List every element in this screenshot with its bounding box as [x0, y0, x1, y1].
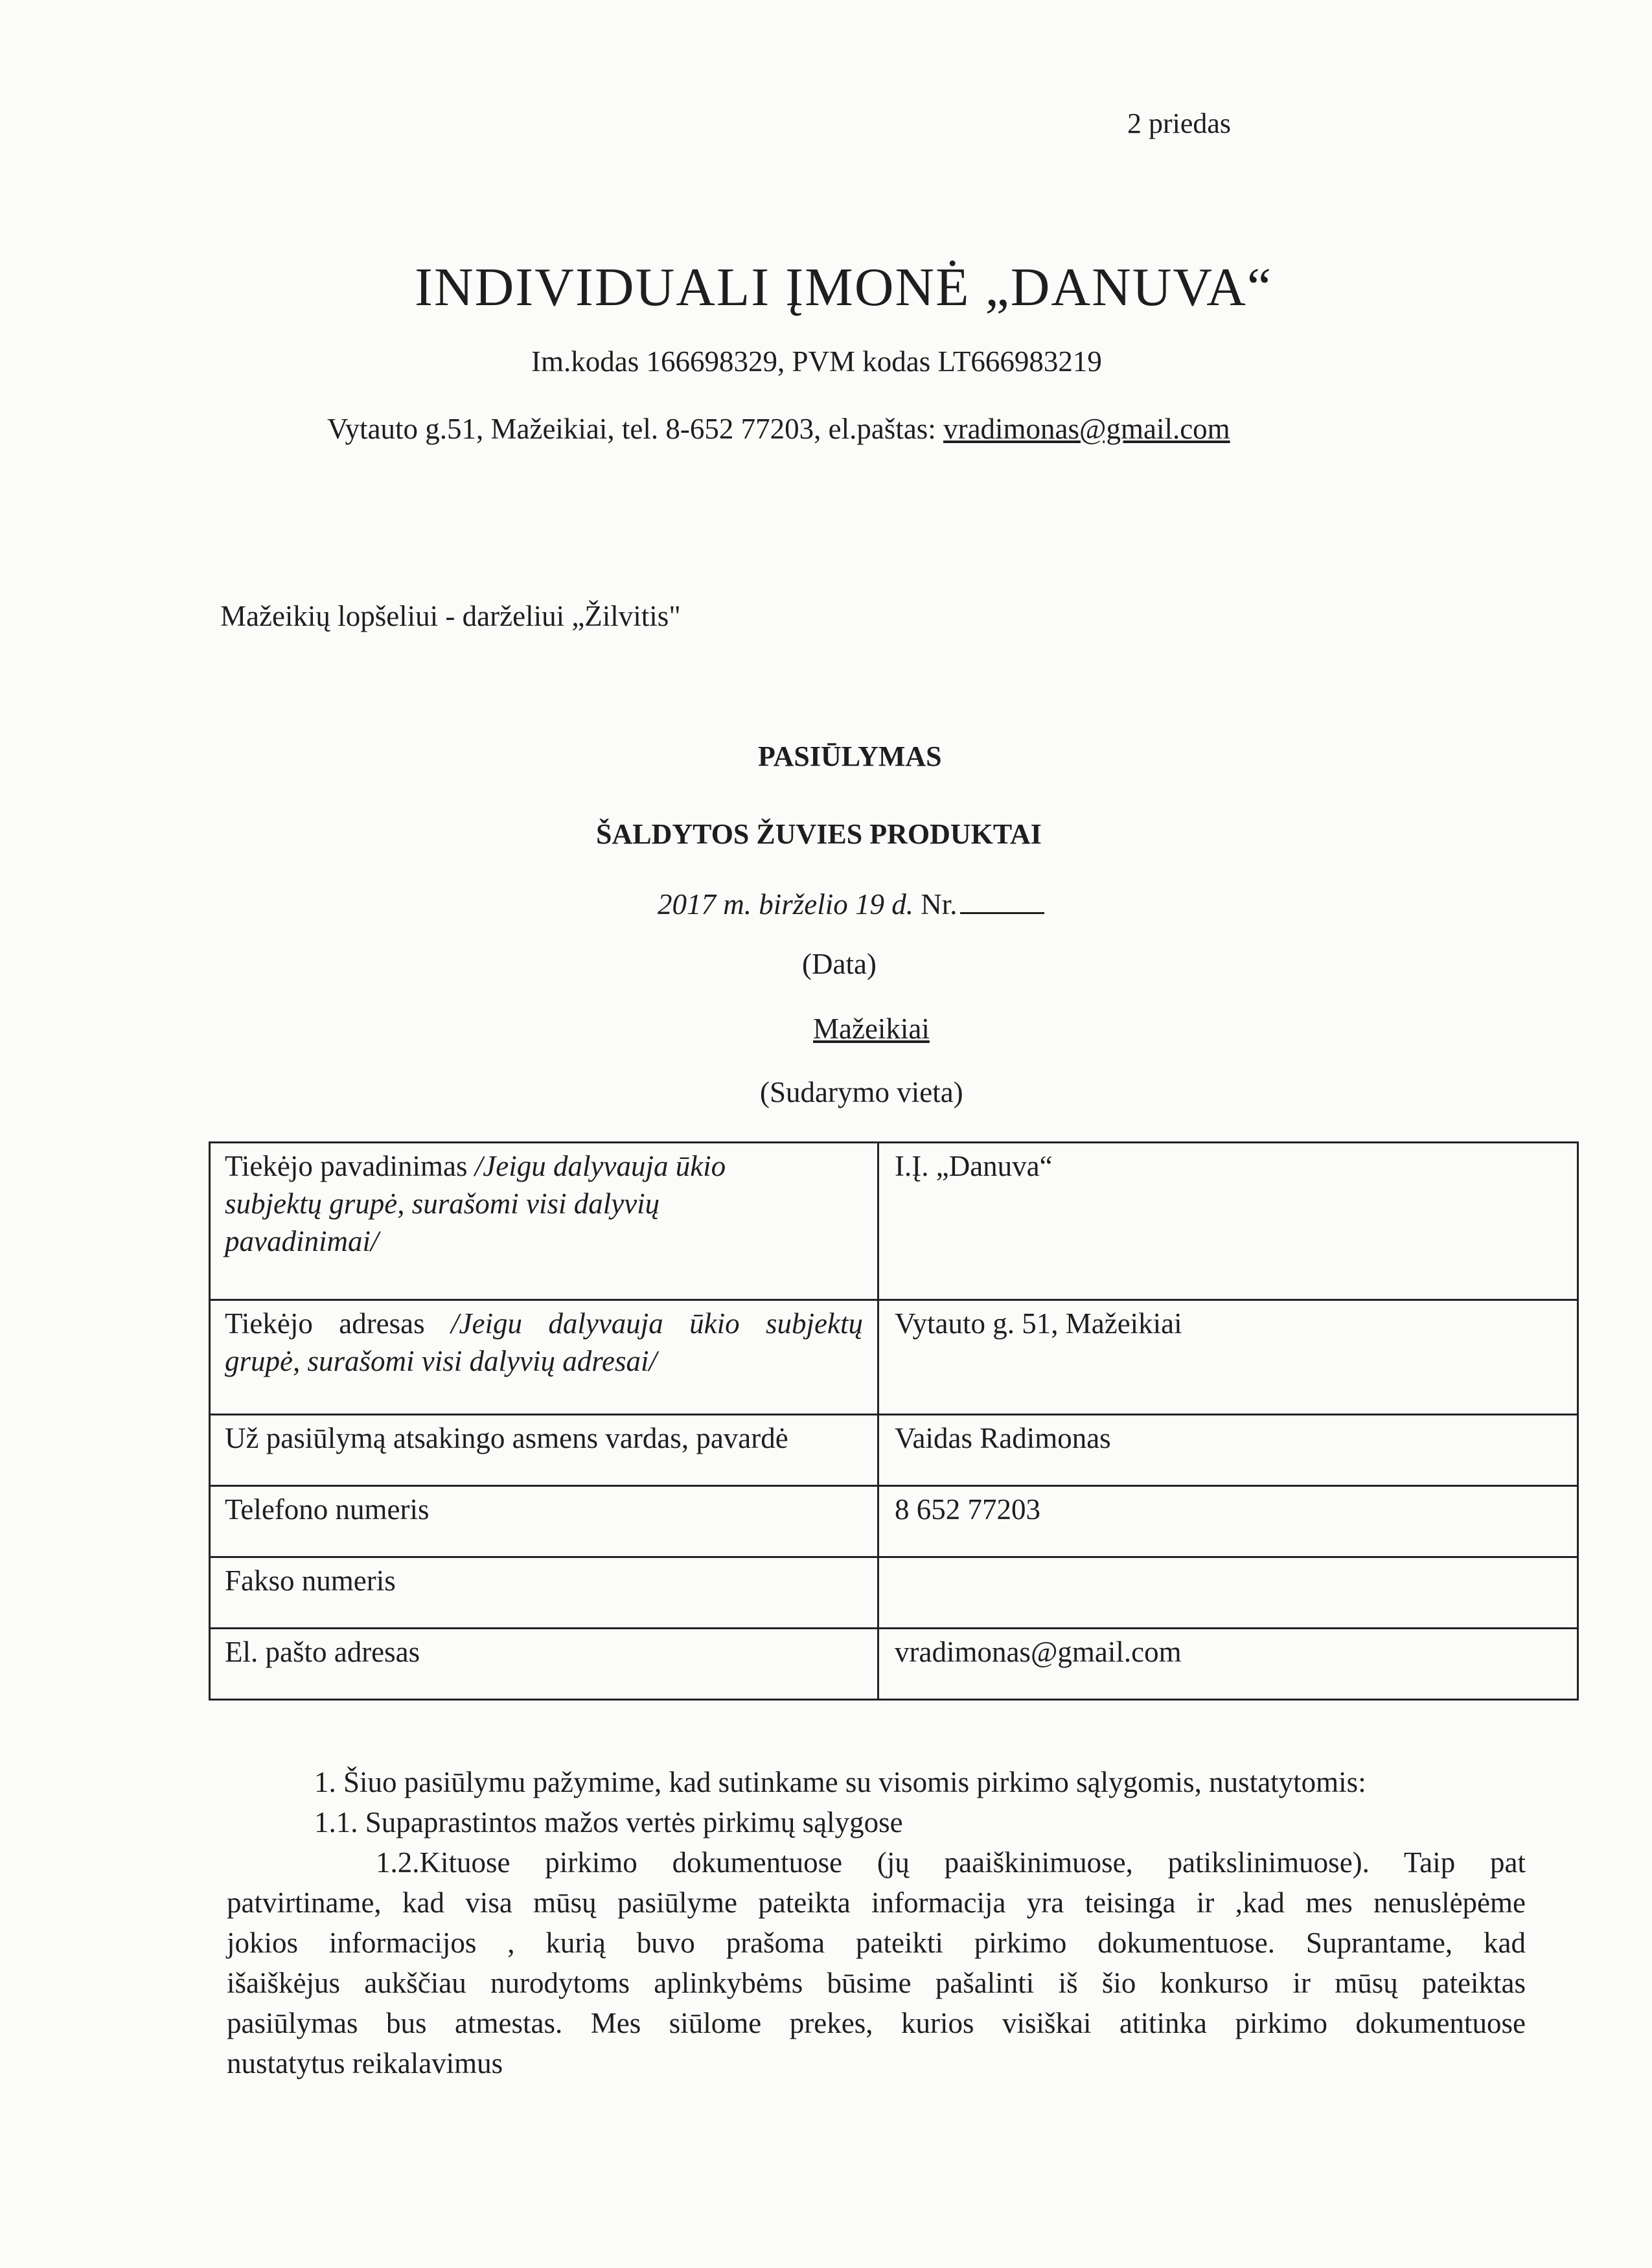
supplier-name-label [210, 1143, 878, 1300]
responsible-person-label: Už pasiūlymą atsakingo asmens vardas, pavardė [210, 1415, 878, 1486]
statement [227, 1762, 1526, 2083]
statement-line: patvirtiname, kad visa mūsų pasiūlyme pateikta informacija yra teisinga ir ,kad mes nenuslėpėme [227, 1886, 1526, 1919]
document-date-line [658, 888, 1044, 921]
supplier-info-table [209, 1141, 1579, 1701]
statement-line: jokios informacijos , kurią buvo prašoma pateikti pirkimo dokumentuose. Suprantame, kad [227, 1927, 1526, 1959]
table-row [210, 1300, 1578, 1415]
company-contact [327, 412, 1230, 446]
table-row [210, 1486, 1578, 1557]
statement-line: išaiškėjus aukščiau nurodytoms aplinkybėms būsime pašalinti iš šio konkurso ir mūsų pateiktas [227, 1967, 1526, 1999]
company-codes: Im.kodas 166698329, PVM kodas LT666983219 [531, 345, 1102, 378]
supplier-address-label [210, 1300, 878, 1415]
phone-value: 8 652 77203 [878, 1486, 1578, 1557]
document-subtitle: ŠALDYTOS ŽUVIES PRODUKTAI [596, 818, 1042, 850]
attachment-label: 2 priedas [1127, 108, 1232, 139]
fax-label: Fakso numeris [210, 1557, 878, 1629]
document-title: PASIŪLYMAS [758, 740, 942, 772]
document-number-label: Nr. [913, 888, 958, 921]
table-row [210, 1629, 1578, 1700]
label-line [225, 1305, 863, 1342]
place-caption: (Sudarymo vieta) [760, 1076, 963, 1108]
document-number-blank [960, 888, 1044, 914]
statement-item-1-2: 1.2.Kituose pirkimo dokumentuose (jų paaiškinimuose, patikslinimuose). Taip pat [376, 1846, 1526, 1879]
fax-value [878, 1557, 1578, 1629]
document-date: 2017 m. birželio 19 d. [658, 888, 914, 921]
phone-label: Telefono numeris [210, 1486, 878, 1557]
responsible-person-value: Vaidas Radimonas [878, 1415, 1578, 1486]
date-caption: (Data) [802, 948, 877, 980]
email-value: vradimonas@gmail.com [878, 1629, 1578, 1700]
company-contact-text: Vytauto g.51, Mažeikiai, tel. 8-652 77203, el.paštas: [327, 413, 944, 445]
label-note: /Jeigu dalyvauja ūkio [474, 1150, 726, 1182]
label-note: /Jeigu dalyvauja ūkio subjektų [451, 1307, 863, 1340]
label-note: subjektų grupė, surašomi visi dalyvių [225, 1187, 660, 1220]
email-label: El. pašto adresas [210, 1629, 878, 1700]
label-note: grupė, surašomi visi dalyvių adresai/ [225, 1345, 658, 1377]
table-row [210, 1415, 1578, 1486]
table-row [210, 1557, 1578, 1629]
supplier-name-value: I.Į. „Danuva“ [878, 1143, 1578, 1300]
statement-item-1: 1. Šiuo pasiūlymu pažymime, kad sutinkame su visomis pirkimo sąlygomis, nustatytomis: [314, 1766, 1366, 1798]
company-name: INDIVIDUALI ĮMONĖ „DANUVA“ [415, 257, 1273, 317]
company-email-link[interactable]: vradimonas@gmail.com [943, 413, 1230, 445]
statement-line: nustatytus reikalavimus [227, 2047, 503, 2079]
statement-line: pasiūlymas bus atmestas. Mes siūlome prekes, kurios visiškai atitinka pirkimo dokumentuose [227, 2007, 1526, 2039]
label-note: pavadinimai/ [225, 1225, 379, 1257]
label-text: Tiekėjo pavadinimas [225, 1150, 475, 1182]
table-row [210, 1143, 1578, 1300]
label-text: Tiekėjo adresas [225, 1307, 452, 1340]
place: Mažeikiai [813, 1013, 930, 1045]
supplier-address-value: Vytauto g. 51, Mažeikiai [878, 1300, 1578, 1415]
statement-item-1-1: 1.1. Supaprastintos mažos vertės pirkimų sąlygose [314, 1806, 903, 1838]
recipient: Mažeikių lopšeliui - darželiui „Žilvitis" [220, 600, 681, 632]
